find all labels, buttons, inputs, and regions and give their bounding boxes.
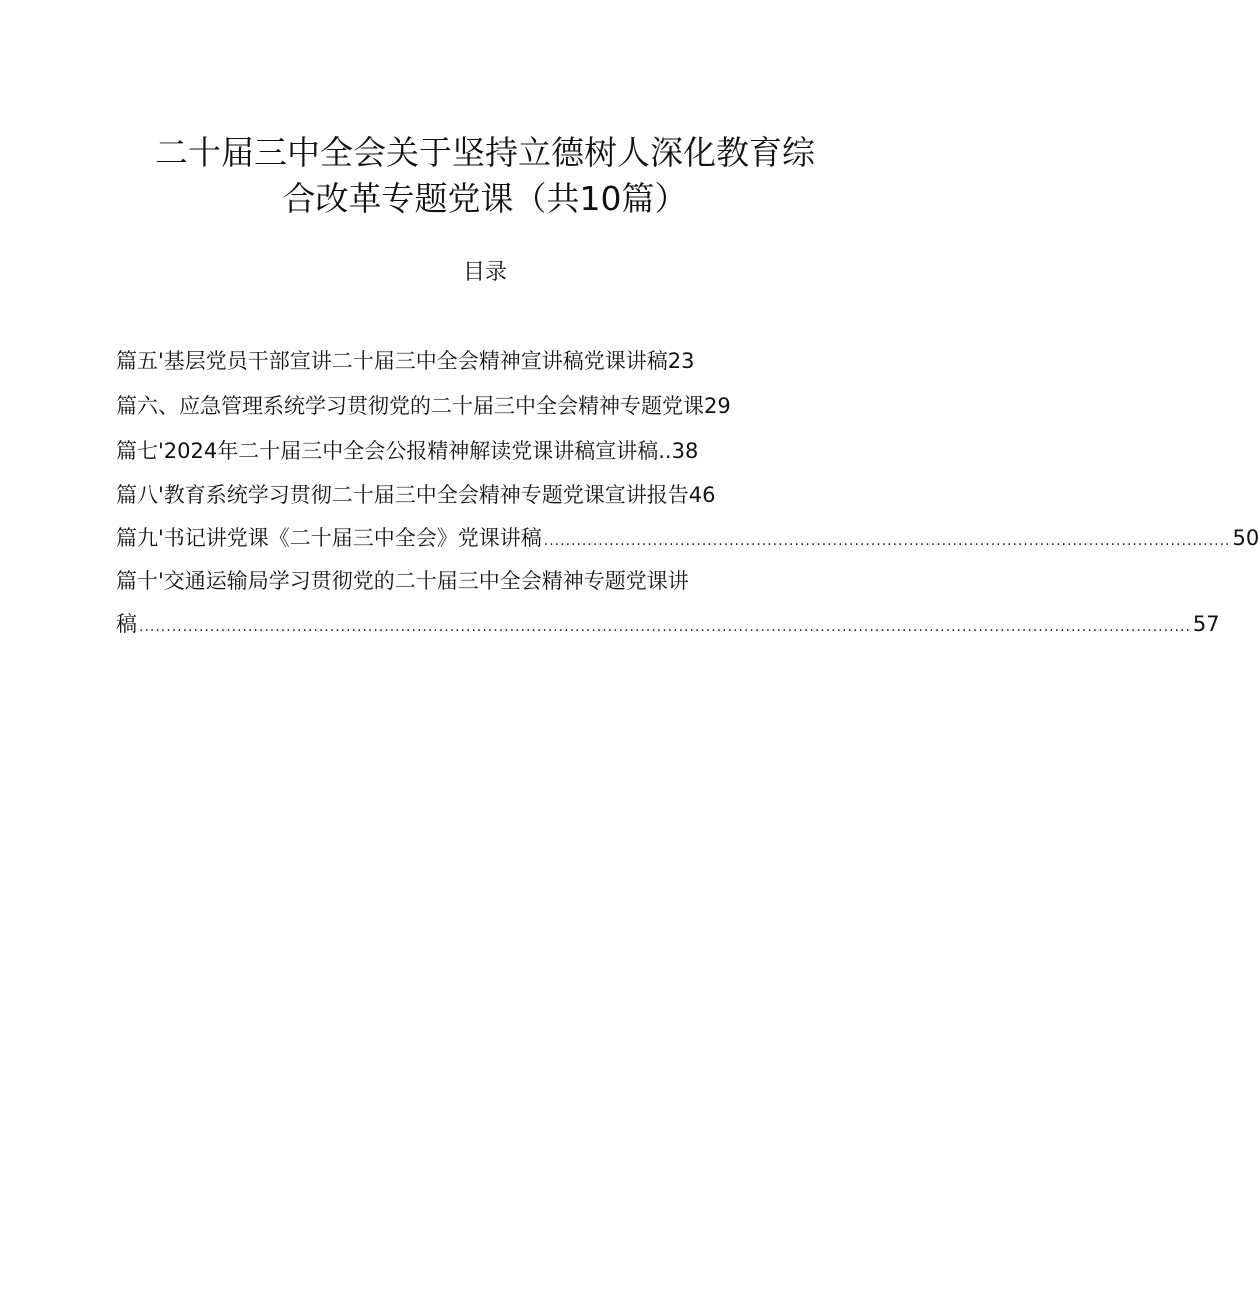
document-title-line-1: 二十届三中全会关于坚持立德树人深化教育综 <box>155 133 815 172</box>
toc-entry-page: 23 <box>667 349 695 373</box>
toc-entry-10-continued[interactable] <box>116 609 1220 642</box>
toc-entry-8[interactable] <box>116 480 816 510</box>
toc-entry-leader: .. <box>658 439 672 463</box>
toc-entry-page: 46 <box>688 483 716 507</box>
toc-entry-page: 29 <box>704 394 731 418</box>
toc-entry-page: 50 <box>1232 526 1259 550</box>
toc-entry-page: 57 <box>1192 612 1220 636</box>
toc-entry-text: 篇十'交通运输局学习贯彻党的二十届三中全会精神专题党课讲 <box>116 569 689 593</box>
toc-dot-leader: ................................................................................................................................................................................................. <box>139 619 1191 635</box>
toc-entry-7[interactable] <box>116 436 816 466</box>
toc-entry-text: 篇六、应急管理系统学习贯彻党的二十届三中全会精神专题党课 <box>116 394 704 418</box>
toc-entry-10[interactable] <box>116 566 816 596</box>
toc-entry-text: 篇九'书记讲党课《二十届三中全会》党课讲稿 <box>116 526 542 550</box>
toc-entry-text: 篇五'基层党员干部宣讲二十届三中全会精神宣讲稿党课讲稿 <box>116 349 668 373</box>
toc-heading: 目录 <box>462 260 507 285</box>
toc-entry-text-continued: 稿 <box>116 612 137 636</box>
toc-entry-5[interactable] <box>116 346 816 376</box>
toc-entry-6[interactable] <box>116 391 816 421</box>
toc-entry-text: 篇七'2024年二十届三中全会公报精神解读党课讲稿宣讲稿 <box>116 439 659 463</box>
toc-dot-leader: .............................................................................................................................. <box>543 533 1231 549</box>
toc-entry-page: 38 <box>671 439 699 463</box>
toc-entry-9[interactable] <box>116 523 1259 556</box>
document-title-line-2: 合改革专题党课（共10篇） <box>282 179 688 218</box>
toc-entry-text: 篇八'教育系统学习贯彻二十届三中全会精神专题党课宣讲报告 <box>116 483 689 507</box>
